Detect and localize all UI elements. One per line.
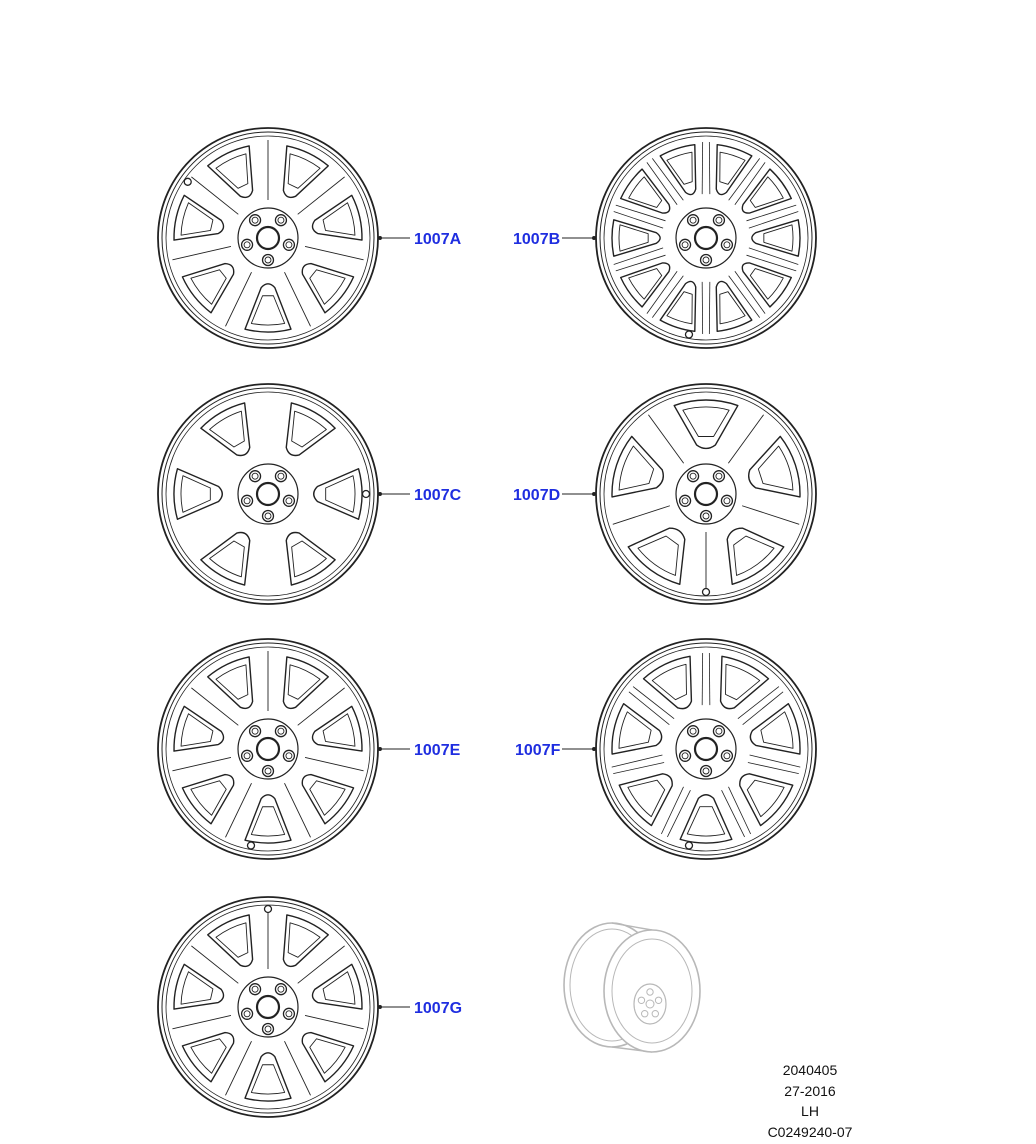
callout-label-1007b[interactable]: 1007B bbox=[513, 231, 561, 248]
drawing-reference-block bbox=[760, 1060, 860, 1142]
lug-nut-hole-icon bbox=[701, 255, 712, 266]
lug-nut-hole-icon bbox=[275, 984, 286, 995]
lug-nut-hole-icon bbox=[250, 984, 261, 995]
lug-nut-hole-icon bbox=[721, 750, 732, 761]
center-bore-icon bbox=[695, 483, 717, 505]
lug-nut-hole-icon bbox=[275, 215, 286, 226]
lug-nut-hole-icon bbox=[250, 726, 261, 737]
valve-stem-icon bbox=[247, 842, 254, 849]
lug-nut-hole-icon bbox=[242, 750, 253, 761]
lug-nut-hole-icon bbox=[242, 1008, 253, 1019]
lug-nut-hole-icon bbox=[713, 215, 724, 226]
lug-nut-hole-icon bbox=[721, 495, 732, 506]
lug-nut-hole-icon bbox=[701, 511, 712, 522]
wheel-1007f[interactable] bbox=[515, 639, 816, 859]
callout-label-1007a[interactable]: 1007A bbox=[414, 231, 462, 248]
wheel-1007b[interactable] bbox=[513, 128, 816, 348]
lug-nut-hole-icon bbox=[713, 471, 724, 482]
lug-nut-hole-icon bbox=[250, 215, 261, 226]
lug-nut-hole-icon bbox=[242, 495, 253, 506]
reference-wheel bbox=[564, 923, 700, 1052]
center-bore-icon bbox=[695, 738, 717, 760]
drawing-side-code: LH bbox=[801, 1103, 819, 1119]
lug-nut-hole-icon bbox=[680, 750, 691, 761]
lug-nut-hole-icon bbox=[263, 511, 274, 522]
valve-stem-icon bbox=[685, 842, 692, 849]
callout-label-1007f[interactable]: 1007F bbox=[515, 742, 561, 759]
drawing-number: 2040405 bbox=[782, 1062, 838, 1078]
center-bore-icon bbox=[257, 483, 279, 505]
lug-nut-hole-icon bbox=[688, 471, 699, 482]
valve-stem-icon bbox=[363, 491, 370, 498]
wheel-1007c[interactable] bbox=[158, 384, 462, 604]
callout-label-1007e[interactable]: 1007E bbox=[414, 742, 461, 759]
valve-stem-icon bbox=[265, 906, 272, 913]
lug-nut-hole-icon bbox=[283, 1008, 294, 1019]
lug-nut-hole-icon bbox=[275, 471, 286, 482]
valve-stem-icon bbox=[703, 589, 710, 596]
lug-nut-hole-icon bbox=[283, 495, 294, 506]
wheel-1007a[interactable] bbox=[158, 128, 462, 348]
valve-stem-icon bbox=[685, 331, 692, 338]
center-bore-icon bbox=[695, 227, 717, 249]
center-bore-icon bbox=[257, 738, 279, 760]
lug-nut-hole-icon bbox=[688, 215, 699, 226]
lug-nut-hole-icon bbox=[680, 239, 691, 250]
lug-nut-hole-icon bbox=[713, 726, 724, 737]
lug-nut-hole-icon bbox=[721, 239, 732, 250]
wheel-1007g[interactable] bbox=[158, 897, 462, 1117]
drawing-date-code: 27-2016 bbox=[784, 1082, 836, 1099]
lug-nut-hole-icon bbox=[283, 750, 294, 761]
valve-stem-icon bbox=[184, 178, 191, 185]
lug-nut-hole-icon bbox=[701, 766, 712, 777]
wheel-1007e[interactable] bbox=[158, 639, 461, 859]
lug-nut-hole-icon bbox=[283, 239, 294, 250]
lug-nut-hole-icon bbox=[242, 239, 253, 250]
wheel-side-view-icon bbox=[564, 923, 700, 1052]
lug-nut-hole-icon bbox=[263, 1024, 274, 1035]
lug-nut-hole-icon bbox=[250, 471, 261, 482]
center-bore-icon bbox=[257, 227, 279, 249]
callout-label-1007c[interactable]: 1007C bbox=[414, 487, 462, 504]
wheel-1007d[interactable] bbox=[513, 384, 816, 604]
lug-nut-hole-icon bbox=[680, 495, 691, 506]
lug-nut-hole-icon bbox=[275, 726, 286, 737]
lug-nut-hole-icon bbox=[263, 255, 274, 266]
callout-label-1007g[interactable]: 1007G bbox=[414, 1000, 463, 1017]
drawing-catalog-code: C0249240-07 bbox=[767, 1123, 853, 1140]
callout-label-1007d[interactable]: 1007D bbox=[513, 487, 561, 504]
lug-nut-hole-icon bbox=[688, 726, 699, 737]
lug-nut-hole-icon bbox=[263, 766, 274, 777]
center-bore-icon bbox=[257, 996, 279, 1018]
